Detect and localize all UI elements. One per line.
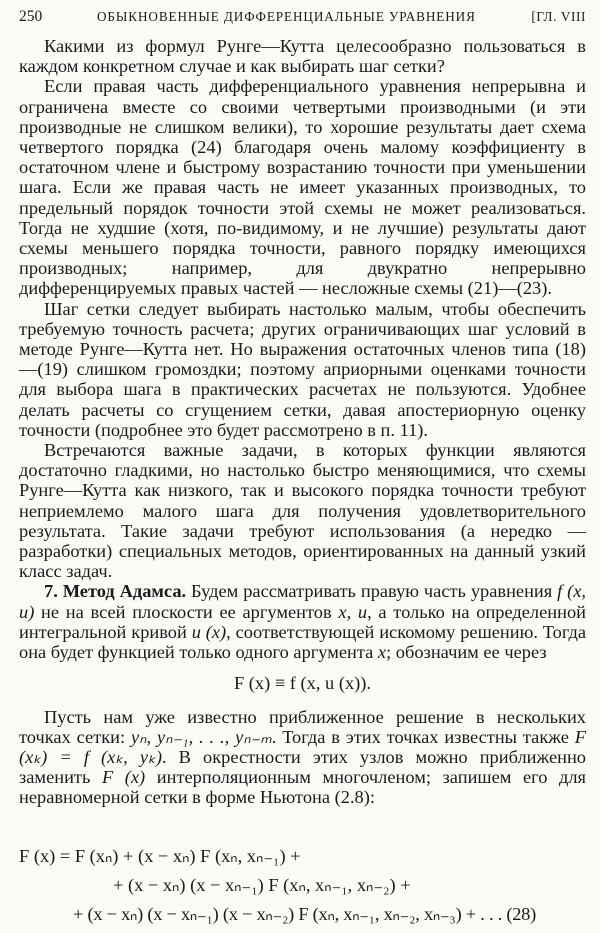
section-title: 7. Метод Адамса. xyxy=(44,581,187,602)
equation-28-line-2: + (x − xₙ) (x − xₙ₋₁) F (xₙ, xₙ₋₁, xₙ₋₂) + xyxy=(113,875,411,895)
equation-28 xyxy=(19,842,590,929)
page-body xyxy=(19,36,586,808)
node-values: F (xₖ) = f (xₖ, yₖ) xyxy=(19,726,587,767)
page-header xyxy=(19,8,586,30)
args-xu: x, u xyxy=(338,601,368,622)
paragraph-1: Какими из формул Рунге—Кутта целесообразно пользоваться в каждом конкретном случае и как выбирать шаг сетки? xyxy=(19,36,586,77)
function-F: F (x) xyxy=(101,767,146,788)
equation-28-line-1: F (x) = F (xₙ) + (x − xₙ) F (xₙ, xₙ₋₁) + xyxy=(19,846,301,866)
paragraph-5: 7. Метод Адамса. Будем рассматривать правую часть уравнения f (x, u) не на всей плоскости ее аргументов x, u, а только на определенной интегральной кривой u (x), соответствующей искомому решению. Тогда она будет функцией только одного аргумента x; обозначим ее через xyxy=(19,581,587,663)
page-number: 250 xyxy=(19,8,43,25)
arg-x: x xyxy=(377,642,387,663)
paragraph-4: Встречаются важные задачи, в которых функции являются достаточно гладкими, но настолько быстро меняющимися, что схемы Рунге—Кутта как низкого, так и высокого порядка точности требуют неприемлемо малого шага для получения удовлетворительного результата. Такие задачи требуют использования (а нередко — разработки) специальных методов, ориентированных на данный узкий класс задач. xyxy=(19,440,586,582)
equation-28-line-3: + (x − xₙ) (x − xₙ₋₁) (x − xₙ₋₂) F (xₙ, xₙ₋₁, xₙ₋₂, xₙ₋₃) + . . . (28) xyxy=(73,904,536,924)
chapter-label: [ГЛ. VIII xyxy=(531,9,586,24)
function-f: f (x, u) xyxy=(19,581,587,622)
running-title: ОБЫКНОВЕННЫЕ ДИФФЕРЕНЦИАЛЬНЫЕ УРАВНЕНИЯ xyxy=(97,9,476,24)
paragraph-3: Шаг сетки следует выбирать настолько малым, чтобы обеспечить требуемую точность расчета; других ограничивающих шаг условий в методе Рунге—Кутта нет. Но выражения остаточных членов типа (18)—(19) слишком громоздки; поэтому априорными оценками точности для выбора шага в практических расчетах не пользуются. Удобнее делать расчеты со сгущением сетки, давая апостериорную оценку точности (подробнее это будет рассмотрено в п. 11). xyxy=(19,298,586,440)
curve-u: u (x) xyxy=(191,621,227,642)
equation-F-definition: F (x) ≡ f (x, u (x)). xyxy=(233,673,372,694)
paragraph-2: Если правая часть дифференциального уравнения непрерывна и ограничена вместе со своими четвертыми производными (и эти производные не слишком велики), то хорошие результаты дает схема четвертого порядка (24) благодаря очень малому коэффициенту в остаточном члене и быстрому возрастанию точности при уменьшении шага. Если же правая часть не имеет указанных производных, то предельный порядок точности этой схемы не может реализоваться. Тогда не худшие (хотя, по-видимому, и не лучшие) результаты дают схемы меньшего порядка точности, равного порядку имеющихся производных; например, для двукратно непрерывно дифференцируемых правых частей — несложные схемы (21)—(23). xyxy=(19,76,586,299)
paragraph-6: Пусть нам уже известно приближенное решение в нескольких точках сетки: yₙ, yₙ₋₁, . . ., yₙ₋ₘ. Тогда в этих точках известны также F (xₖ) = f (xₖ, yₖ). В окрестности этих узлов можно приближенно заменить F (x) интерполяционным многочленом; запишем его для неравномерной сетки в форме Ньютона (2.8): xyxy=(19,706,587,808)
grid-nodes: yₙ, yₙ₋₁, . . ., yₙ₋ₘ xyxy=(131,726,272,747)
